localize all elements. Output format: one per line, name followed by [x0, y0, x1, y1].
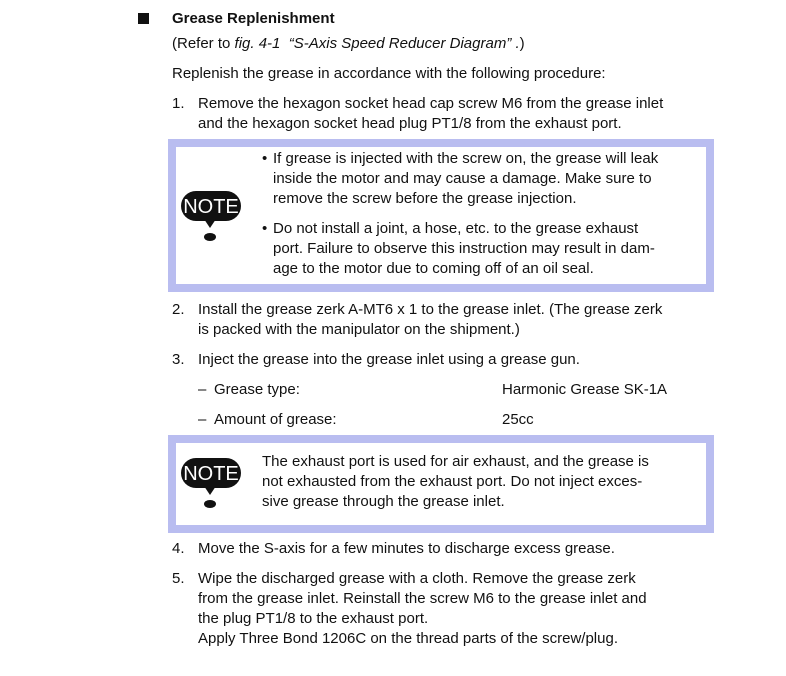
note-text-line: inside the motor and may cause a damage. Make sure to — [273, 170, 652, 187]
note-icon — [180, 455, 244, 511]
spec-dash: – — [198, 381, 207, 398]
step-number: 5. — [172, 570, 185, 587]
note-text-line: Do not install a joint, a hose, etc. to the grease exhaust — [273, 220, 639, 237]
step-text-line: Move the S-axis for a few minutes to discharge excess grease. — [198, 540, 615, 557]
note-icon — [180, 186, 244, 242]
figure-title: “S-Axis Speed Reducer Diagram” . — [288, 35, 520, 52]
note-text-line: The exhaust port is used for air exhaust, and the grease is — [262, 453, 649, 470]
spec-label: Grease type: — [214, 381, 300, 398]
note-text-line: port. Failure to observe this instruction may result in dam- — [273, 240, 655, 257]
section-bullet-icon — [138, 13, 149, 24]
note-icon-label: NOTE — [183, 196, 239, 218]
note-text-line: sive grease through the grease inlet. — [262, 493, 505, 510]
step-number: 4. — [172, 540, 185, 557]
spec-value: 25cc — [502, 411, 534, 428]
step-number: 3. — [172, 351, 185, 368]
step-text-line: Wipe the discharged grease with a cloth. Remove the grease zerk — [198, 570, 636, 587]
step-text-line: from the grease inlet. Reinstall the screw M6 to the grease inlet and — [198, 590, 647, 607]
figure-reference — [172, 34, 525, 54]
step-number: 1. — [172, 95, 185, 112]
bullet-mark: • — [262, 220, 268, 237]
step-text-line: Inject the grease into the grease inlet using a grease gun. — [198, 351, 580, 368]
bullet-mark: • — [262, 150, 268, 167]
spec-value: Harmonic Grease SK-1A — [502, 381, 668, 398]
step-text-line: Apply Three Bond 1206C on the thread parts of the screw/plug. — [198, 630, 618, 647]
note-text-line: age to the motor due to coming off of an oil seal. — [273, 260, 594, 277]
spec-label: Amount of grease: — [214, 411, 337, 428]
step-text-line: Remove the hexagon socket head cap screw M6 from the grease inlet — [198, 95, 664, 112]
section-title: Grease Replenishment — [172, 10, 335, 27]
step-text-line: Install the grease zerk A-MT6 x 1 to the grease inlet. (The grease zerk — [198, 301, 663, 318]
step-text-line: is packed with the manipulator on the shipment.) — [198, 321, 520, 338]
step-text-line: and the hexagon socket head plug PT1/8 from the exhaust port. — [198, 115, 622, 132]
refer-suffix: ) — [519, 35, 525, 52]
step-number: 2. — [172, 301, 185, 318]
spec-dash: – — [198, 411, 207, 428]
note-text-line: not exhausted from the exhaust port. Do not inject exces- — [262, 473, 643, 490]
note-text-line: If grease is injected with the screw on, the grease will leak — [273, 150, 659, 167]
note-icon-label: NOTE — [183, 463, 239, 485]
note-text-line: remove the screw before the grease injection. — [273, 190, 577, 207]
refer-gap — [280, 35, 288, 52]
refer-prefix: (Refer to — [172, 35, 235, 52]
step-text-line: the plug PT1/8 to the exhaust port. — [198, 610, 429, 627]
intro-text: Replenish the grease in accordance with the following procedure: — [172, 65, 606, 82]
figure-link[interactable]: fig. 4-1 — [234, 35, 281, 52]
